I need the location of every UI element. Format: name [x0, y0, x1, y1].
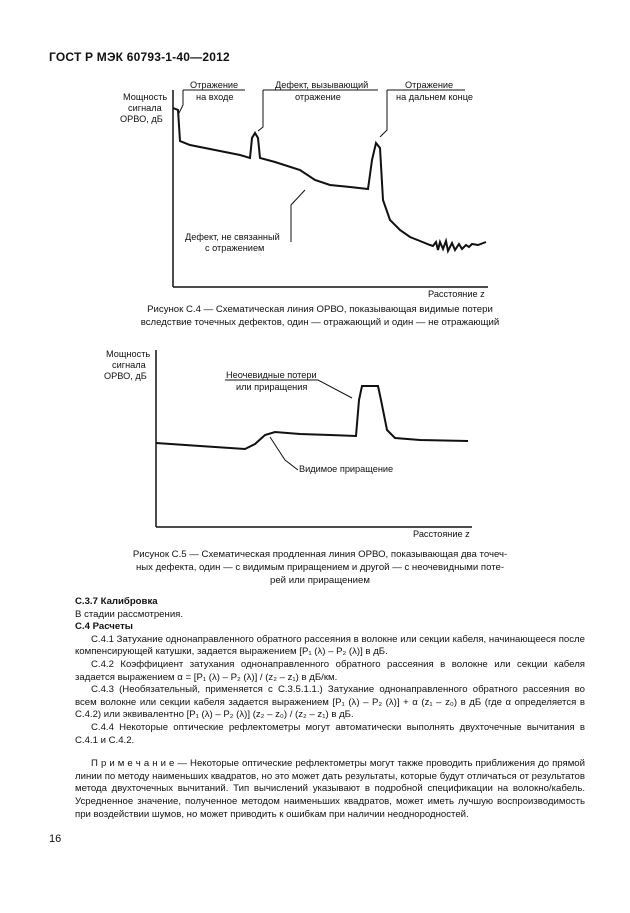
clause-c41: С.4.1 Затухание однонаправленного обратного рассеяния в волокне или секции кабеля, начинающееся после компенсирующей катушки, задается выражением [P₁ (λ) – P₂ (λ)] в дБ.	[75, 633, 585, 658]
caption-line: вследствие точечных дефектов, один — отражающий и один — не отражающий	[140, 317, 500, 328]
fig1-xlabel: Расстояние z	[428, 289, 485, 299]
section-c4-title: С.4 Расчеты	[75, 621, 133, 633]
clause-c43: С.4.3 (Необязательный, применяется с С.3.5.1.1.) Затухание однонаправленного обратного рассеяния во всем волокне или секции кабеля задается выражением [P₁ (λ) – P₂ (λ)] + α (z₁ – z₀) в дБ (где α определяется в С.4.2) или эквивалентно [P₁ (λ) – P₂ (λ)] (z₂ – z₀) / (z₂ – z₁) в дБ.	[75, 684, 585, 721]
section-c37-text: В стадии рассмотрения.	[75, 608, 184, 620]
fig1-leader-far-end	[380, 90, 387, 137]
fig1-ann-far-2: на дальнем конце	[396, 92, 473, 102]
fig1-ylabel-line2: сигнала	[128, 103, 162, 113]
caption-line: Рисунок С.5 — Схематическая продленная линия ОРВО, показывающая два точеч-	[132, 549, 508, 560]
fig1-ylabel-line1: Мощность	[123, 92, 168, 102]
fig1-ann-nonrefl-2: с отражением	[205, 243, 265, 253]
fig1-trace	[173, 108, 486, 251]
fig2-ann-visible: Видимое приращение	[299, 464, 394, 474]
caption-line: Рисунок С.4 — Схематическая линия ОРВО, показывающая видимые потери	[147, 304, 493, 315]
fig2-leader-visible	[270, 437, 298, 470]
section-c37-title: С.3.7 Калибровка	[75, 596, 158, 607]
figure-c5-caption	[60, 548, 580, 587]
fig2-trace	[156, 386, 468, 449]
fig2-ann-hidden-2: или приращения	[236, 382, 308, 392]
caption-line: рей или приращением	[270, 575, 370, 586]
body-text	[75, 596, 585, 821]
clause-c42: С.4.2 Коэффициент затухания однонаправленного обратного рассеяния в волокне или секции кабеля задается выражением α = [P₁ (λ) – P₂ (λ)] / (z₂ – z₁) в дБ/км.	[75, 658, 585, 683]
fig1-ylabel-line3: ОРВО, дБ	[120, 114, 163, 124]
page-number: 16	[49, 833, 62, 845]
fig1-leader-defect-refl	[258, 90, 263, 131]
fig1-ann-defect-1: Дефект, вызывающий	[275, 80, 369, 90]
fig2-ylabel-line3: ОРВО, дБ	[104, 371, 147, 381]
fig1-ann-input-2: на входе	[196, 92, 234, 102]
fig1-ann-far-1: Отражение	[405, 80, 454, 90]
fig2-ylabel-line1: Мощность	[106, 349, 151, 359]
fig1-leader-nonrefl	[291, 190, 305, 242]
fig2-ann-hidden-1: Неочевидные потери	[226, 370, 317, 380]
fig1-ann-nonrefl-1: Дефект, не связанный	[185, 232, 280, 242]
fig2-xlabel: Расстояние z	[413, 529, 470, 539]
caption-line: ных дефекта, один — с видимым приращением и другой — с неочевидными поте-	[135, 562, 505, 573]
clause-c44: С.4.4 Некоторые оптические рефлектометры могут автоматически выполнять двухточечные вычитания в С.4.1 и С.4.2.	[75, 721, 585, 746]
fig1-ann-input-1: Отражение	[190, 80, 239, 90]
fig2-ylabel-line2: сигнала	[112, 360, 146, 370]
figure-c4-caption	[60, 303, 580, 329]
document-header: ГОСТ Р МЭК 60793-1-40—2012	[49, 50, 230, 64]
note: П р и м е ч а н и е — Некоторые оптические рефлектометры могут также проводить приближения до прямой линии по методу наименьших квадратов, но это может дать результаты, которые будут отличаться от результатов метода двухточечных вычитаний. Тип вычислений указывают в подробной спецификации на волокно/кабель. Усредненное значение, полученное методом наименьших квадратов, может иметь лучшую воспроизводимость при воздействии шумов, но может приводить к ошибкам при наличии неоднородностей.	[75, 758, 585, 820]
fig1-leader-input	[179, 90, 183, 113]
fig1-ann-defect-2: отражение	[295, 92, 341, 102]
